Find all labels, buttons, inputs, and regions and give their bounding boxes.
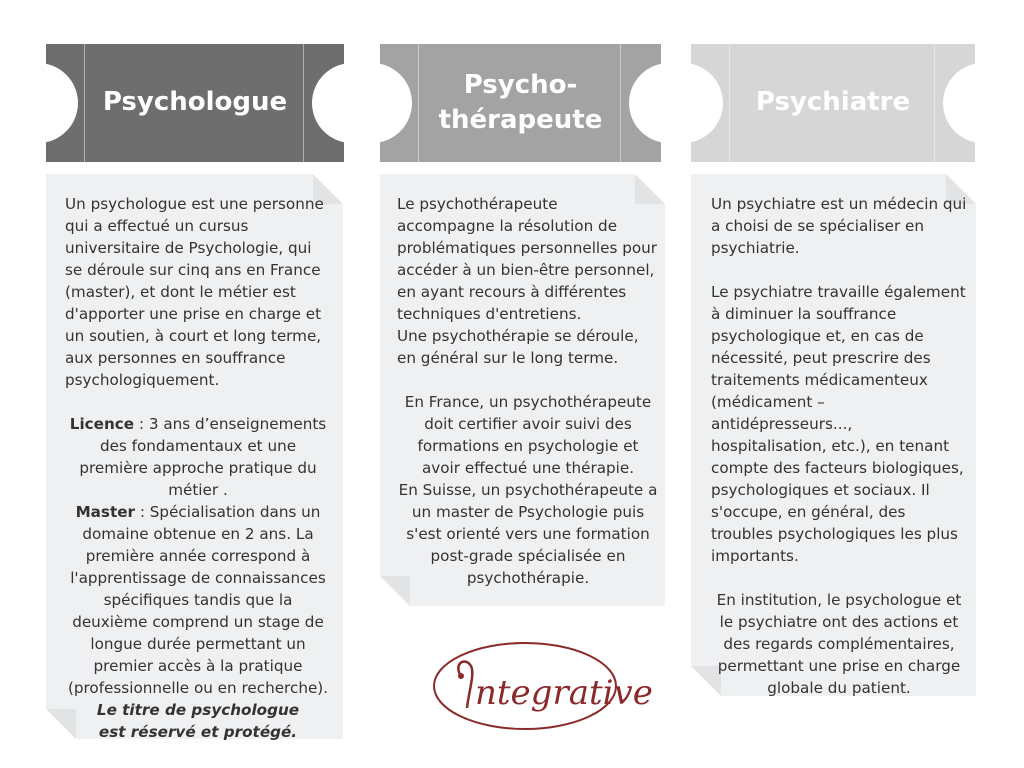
header-title-line: thérapeute bbox=[438, 105, 603, 135]
paragraph: En Suisse, un psychothérapeute a un master de Psychologie puis s'est orienté vers une formation post-grade spécialisée en psychothérapie. bbox=[398, 481, 658, 587]
card-psychotherapeute bbox=[380, 174, 665, 606]
integrative-logo bbox=[431, 640, 653, 732]
master-paragraph bbox=[65, 501, 331, 699]
licence-paragraph bbox=[65, 413, 331, 501]
licence-text: : 3 ans d’enseignements des fondamentaux et une première approche pratique du métier . bbox=[79, 415, 327, 499]
header-psychiatre bbox=[691, 44, 975, 162]
paragraph: En France, un psychothérapeute doit certifier avoir suivi des formations en psychologie et avoir effectué une thérapie. bbox=[404, 393, 652, 477]
paragraph: Une psychothérapie se déroule, en général sur le long terme. bbox=[397, 327, 639, 367]
header-title-line: Psycho- bbox=[463, 69, 578, 100]
closing-note: Le titre de psychologue est réservé et protégé. bbox=[96, 701, 300, 741]
card-text bbox=[397, 193, 659, 589]
card-psychiatre bbox=[691, 174, 976, 696]
master-label: Master bbox=[75, 503, 136, 521]
paragraph: Le psychothérapeute accompagne la résolution de problématiques personnelles pour accéder à un bien-être personnel, en ayant recours à différentes techniques d'entretiens. bbox=[397, 195, 658, 323]
logo-text: ntegrative bbox=[475, 673, 653, 713]
logo-flourish-i bbox=[458, 661, 472, 708]
intro-paragraph: Un psychologue est une personne qui a effectué un cursus universitaire de Psychologie, qui se déroule sur cinq ans en France (master), et dont le métier est d'apporter une prise en charge et un soutien, à court et long terme, aux personnes en souffrance psychologiquement. bbox=[65, 195, 324, 389]
licence-label: Licence bbox=[69, 415, 135, 433]
header-psychologue bbox=[46, 44, 344, 162]
header-title: Psychiatre bbox=[755, 87, 911, 118]
header-psychotherapeute bbox=[380, 44, 661, 162]
card-text bbox=[711, 193, 967, 699]
master-text: : Spécialisation dans un domaine obtenue en 2 ans. La première année correspond à l'apprentissage de connaissances spécifiques tandis que la deuxième comprend un stage de longue durée permettant un premier accès à la pratique (professionnelle ou en recherche). bbox=[67, 503, 329, 697]
header-title bbox=[380, 44, 661, 162]
paragraph: En institution, le psychologue et le psychiatre ont des actions et des regards complémentaires, permettant une prise en charge globale du patient. bbox=[716, 591, 962, 697]
paragraph: Le psychiatre travaille également à diminuer la souffrance psychologique et, en cas de nécessité, peut prescrire des traitements médicamenteux (médicament – antidépresseurs..., hospitalisation, etc.), en tenant compte des facteurs biologiques, psychologiques et sociaux. Il s'occupe, en général, des troubles psychologiques les plus importants. bbox=[711, 283, 966, 565]
paragraph: Un psychiatre est un médecin qui a choisi de se spécialiser en psychiatrie. bbox=[711, 195, 967, 257]
card-psychologue bbox=[46, 174, 343, 739]
logo-dot bbox=[458, 673, 464, 679]
header-title: Psychologue bbox=[102, 87, 288, 118]
card-text bbox=[65, 193, 331, 743]
